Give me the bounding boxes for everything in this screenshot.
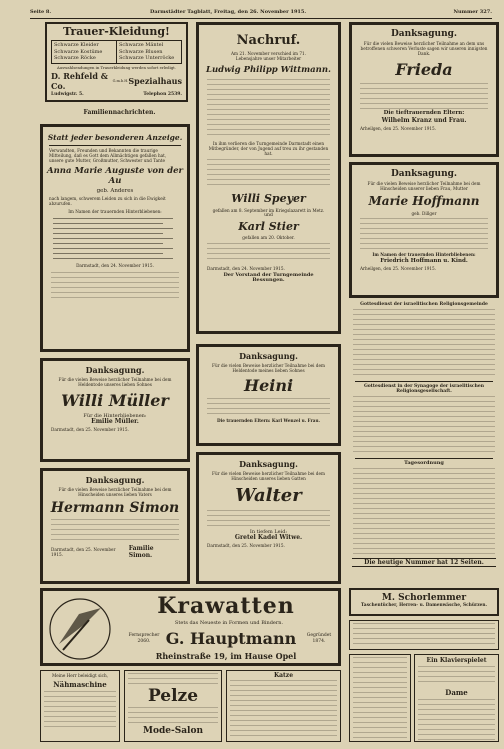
und: und [264, 213, 273, 218]
ad-naehmaschine [40, 670, 120, 742]
dank-body [207, 398, 330, 416]
ad-title: Nähmaschine [53, 680, 107, 689]
nachruf-title: Nachruf. [236, 33, 301, 48]
dank-text: Für die vielen Beweise herzlicher Teilnahme bei dem Heldentode unseres lieben Sohnes [58, 377, 172, 387]
ad-klavier [414, 654, 499, 742]
nachruf-body [207, 79, 330, 139]
ad-title: Krawatten [157, 593, 295, 619]
dank-mourners: Die tieftrauernden Eltern: [383, 110, 465, 116]
agenda [353, 468, 495, 554]
nachruf-name-2: Willi Speyer [231, 192, 306, 205]
firm-sub: G.m.b.H. [112, 78, 129, 83]
ad-line: Meine Herr beleidigt sich, [52, 673, 108, 678]
mourner-line [53, 218, 173, 219]
ad-pelze [124, 670, 222, 742]
dank-title: Danksagung. [390, 29, 458, 39]
nachruf-name: Ludwig Philipp Wittmann. [206, 65, 331, 75]
telephone: Telephon 2539. [143, 91, 182, 97]
spezialhaus: Spezialhaus [128, 75, 182, 86]
firm-name: G. Hauptmann [165, 629, 297, 648]
danksagung-mueller [40, 358, 190, 462]
danksagung-hoffmann [349, 162, 499, 298]
dank-name: Willi Müller [61, 391, 169, 410]
address: Rheinstraße 19, im Hause Opel [155, 651, 297, 661]
dank-place: Darmstadt, den 25. November 1915. [51, 427, 129, 432]
ad-title-2: Dame [445, 688, 468, 697]
dank-text: Für die vielen Beweise herzlicher Teilnahme an dem uns betroffenen schweren Verluste sagen wir unseren innigsten Dank. [360, 41, 488, 56]
ad-text [44, 691, 116, 731]
phone: Fernsprecher 2060. [128, 633, 160, 644]
church-schedule-1 [353, 309, 495, 379]
nachruf-text: Am 21. November verschied im 71. Lebensjahre unser Mitarbeiter [231, 51, 306, 61]
dank-title: Danksagung. [239, 351, 298, 361]
item: Schwarze Mäntel [119, 42, 164, 48]
tie-icon [49, 594, 111, 664]
danksagung-heini [196, 344, 341, 446]
ad-title: Trauer-Kleidung! [63, 25, 170, 38]
mourner-list [53, 218, 177, 259]
mourner-line [53, 238, 173, 239]
dank-parents: Wilhelm Kranz und Frau. [381, 117, 467, 124]
dank-name: Frieda [395, 60, 453, 79]
dank-mourners: Für die Hinterbliebenen: [83, 413, 147, 419]
address: Ludwigstr. 5. [51, 91, 84, 97]
dank-place: Darmstadt, den 25. November 1915. [51, 547, 116, 557]
dank-title: Danksagung. [390, 169, 458, 179]
nachruf-sub-2: gefallen am 8. September im Kriegslazarett in Metz. [212, 208, 325, 213]
ad-text [418, 699, 495, 741]
issue-number: Nummer 327. [453, 9, 492, 15]
church-title-2: Gottesdienst in der Synagoge der israelitischen Religionsgesellschaft. [363, 384, 485, 394]
dank-name: Walter [235, 485, 302, 506]
ad-schorlemmer [349, 588, 499, 616]
dank-mourners: Im Namen der trauernden Hinterbliebenen: [372, 252, 476, 257]
church-title-1: Gottesdienst der israelitischen Religionsgemeinde [360, 302, 488, 307]
danksagung-walter [196, 452, 341, 584]
mourner-line [53, 258, 173, 259]
dank-text: Für die vielen Beweise herzlicher Teilnahme bei dem Hinscheiden unseres lieben Vaters [58, 487, 172, 497]
dank-body [51, 519, 179, 543]
item: Schwarze Kostüme [54, 48, 103, 55]
firm-name: M. Schorlemmer [381, 593, 467, 603]
dank-place: Darmstadt, den 25. November 1915. [207, 543, 285, 548]
mourner-line [53, 248, 173, 249]
ad-title: Ein Klavierspielet [426, 657, 487, 664]
nachruf-notice [196, 22, 341, 334]
mourner-line [53, 223, 163, 224]
church-schedule-2 [353, 396, 495, 456]
dank-place: Arheilgen, den 25. November 1915. [360, 266, 437, 271]
ad-text [128, 673, 218, 685]
notice-text-2: nach langem, schwerem Leiden zu sich in die Ewigkeit abzurufen. [49, 196, 166, 206]
notice-place: Darmstadt, den 24. November 1915. [76, 263, 154, 268]
nachruf-sub-3: gefallen am 20. Oktober. [242, 235, 295, 240]
dank-who: Gretel Kadel Witwe. [234, 534, 303, 541]
ad-text [418, 666, 495, 686]
ad-title: Pelze [147, 686, 199, 706]
mourner-line [53, 243, 163, 244]
death-notice [40, 124, 190, 352]
item: Schwarze Kleider [54, 42, 99, 48]
danksagung-frieda [349, 22, 499, 157]
church-title-3: Tagesordnung [404, 460, 444, 466]
deceased-name: Anna Marie Auguste von der Au [47, 166, 183, 186]
dank-who: Emilie Müller. [91, 418, 139, 425]
ad-misc [349, 654, 411, 742]
nachruf-body-2 [207, 159, 330, 189]
ad-katze [226, 670, 341, 742]
section-title: Familiennachrichten. [83, 109, 156, 116]
item: Schwarze Unterröcke [119, 55, 175, 61]
dank-place: Arheilgen, den 25. November 1915. [360, 126, 437, 131]
ad-trauer-kleidung [45, 22, 188, 102]
ad-title: Katze [273, 672, 294, 679]
dank-title: Danksagung. [85, 365, 145, 375]
ad-krawatten [40, 588, 341, 666]
dank-sign: Die trauernden Eltern: Karl Wenzel u. Frau. [217, 418, 320, 423]
notice-title: Statt jeder besonderen Anzeige. [47, 133, 183, 142]
nachruf-sign: Der Vorstand der Turngemeinde Bessungen. [223, 272, 314, 283]
page-header [30, 8, 492, 19]
fine-print [51, 272, 179, 298]
born: geb. Anderes [96, 188, 134, 194]
salon: Mode-Salon [142, 726, 204, 736]
dank-body [360, 83, 488, 109]
ad-text [353, 623, 495, 647]
nachruf-place: Darmstadt, den 24. November 1915. [207, 266, 285, 271]
nachruf-body-3 [207, 243, 330, 263]
mourners-title: Im Namen der trauernden Hinterbliebenen: [68, 209, 162, 214]
dank-name: Hermann Simon [50, 500, 180, 516]
dank-born: geb. Dillger [411, 211, 437, 216]
notice-text: Verwandten, Freunden und Bekannten die traurige Mitteilung, daß es Gott dem Allmächtigen gefallen hat, unsere gute Mutter, Großmutter, Schwester und Tante [49, 148, 167, 163]
ad-text [353, 657, 407, 739]
page-number: Seite 8. [30, 9, 52, 15]
issue-pages: Die heutige Nummer hat 12 Seiten. [352, 558, 496, 567]
note: Auswahlsendungen in Trauerkleidung werden sofort erledigt. [57, 64, 176, 70]
ad-text [230, 680, 337, 740]
founded: Gegründet 1874. [306, 633, 332, 644]
ad-text [128, 707, 218, 725]
dank-mourners: In tiefem Leid: [249, 529, 288, 535]
dank-body [207, 510, 330, 528]
item: Schwarze Röcke [54, 55, 96, 61]
danksagung-simon [40, 468, 190, 584]
mourner-line [53, 253, 163, 254]
item-grid [51, 40, 182, 64]
dank-body [360, 218, 488, 250]
paper-title: Darmstädter Tagblatt, Freitag, den 26. November 1915. [150, 9, 307, 15]
dank-text: Für die vielen Beweise herzlicher Teilnahme bei dem Heldentode meines lieben Sohnes [212, 363, 325, 373]
firm-name: D. Rehfeld & Co. [51, 70, 108, 91]
mourner-line [53, 233, 163, 234]
dank-name: Heini [243, 376, 294, 395]
dank-text: Für die vielen Beweise herzlicher Teilnahme bei dem Hinscheiden unserer lieben Frau, Mutter [367, 181, 481, 191]
dank-text: Für die vielen Beweise herzlicher Teilnahme bei dem Hinscheiden unseres lieben Gatten [212, 471, 325, 481]
ad-sub: Stets das Neueste in Formen und Bindern. [174, 620, 284, 626]
dank-name: Marie Hoffmann [368, 194, 480, 208]
firm-sub: Taschentücher, Herren- u. Damenwäsche, Schürzen. [361, 603, 487, 608]
dank-title: Danksagung. [239, 459, 298, 469]
nachruf-body-text: In ihm verlieren die Turngemeinde Darmstadt einen Mitbegründer, der von Jugend auf treu zu ihr gestanden hat. [208, 141, 329, 156]
church-column [349, 302, 499, 584]
mourner-line [53, 228, 173, 229]
dank-who: Friedrich Hoffmann u. Kind. [380, 258, 468, 264]
dank-title: Danksagung. [85, 475, 145, 485]
item: Schwarze Blusen [119, 48, 163, 55]
ad-lottery [349, 620, 499, 650]
nachruf-name-3: Karl Stier [238, 220, 299, 233]
dank-who: Familie Simon. [128, 545, 154, 559]
